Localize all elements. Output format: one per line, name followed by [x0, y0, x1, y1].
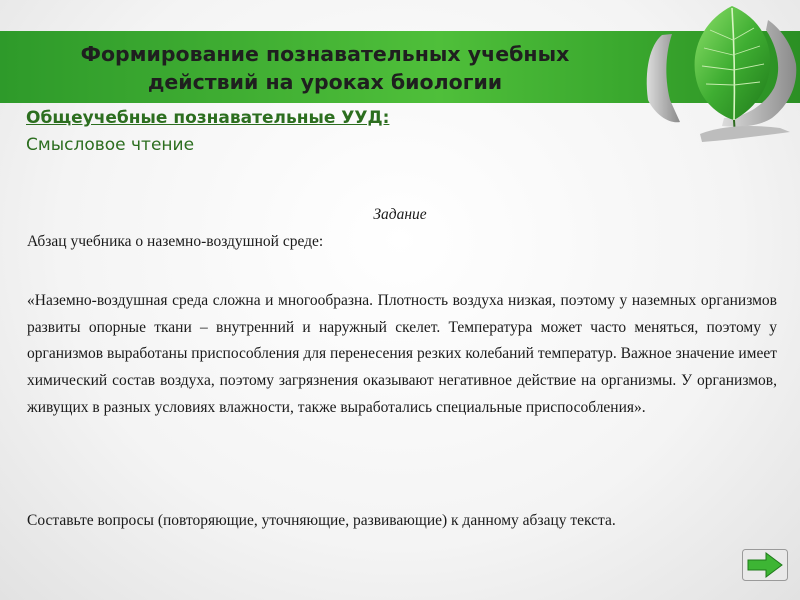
arrow-right-icon — [742, 549, 788, 581]
assignment-text: Составьте вопросы (повторяющие, уточняющие, развивающие) к данному абзацу текста. — [27, 512, 616, 529]
next-slide-button[interactable] — [742, 549, 788, 581]
task-title: Задание — [373, 206, 427, 223]
task-intro: Абзац учебника о наземно-воздушной среде: — [27, 233, 324, 250]
section-heading: Общеучебные познавательные УУД: — [26, 108, 390, 128]
slide-title: Формирование познавательных учебных действий на уроках биологии — [80, 42, 570, 94]
hands-holding-leaf-icon — [640, 0, 800, 150]
textbook-quote: «Наземно-воздушная среда сложна и многообразна. Плотность воздуха низкая, поэтому у наземных организмов развиты опорные ткани – внутренний и наружный скелет. Температура может часто меняться, поэтому у организмов выработаны приспособления для перенесения резких колебаний температур. Важное значение имеет химический состав воздуха, поэтому загрязнения оказывают негативное действие на организмы. У организмов, живущих в разных условиях влажности, также выработались специальные приспособления». — [27, 292, 777, 416]
section-subheading: Смысловое чтение — [26, 135, 195, 155]
